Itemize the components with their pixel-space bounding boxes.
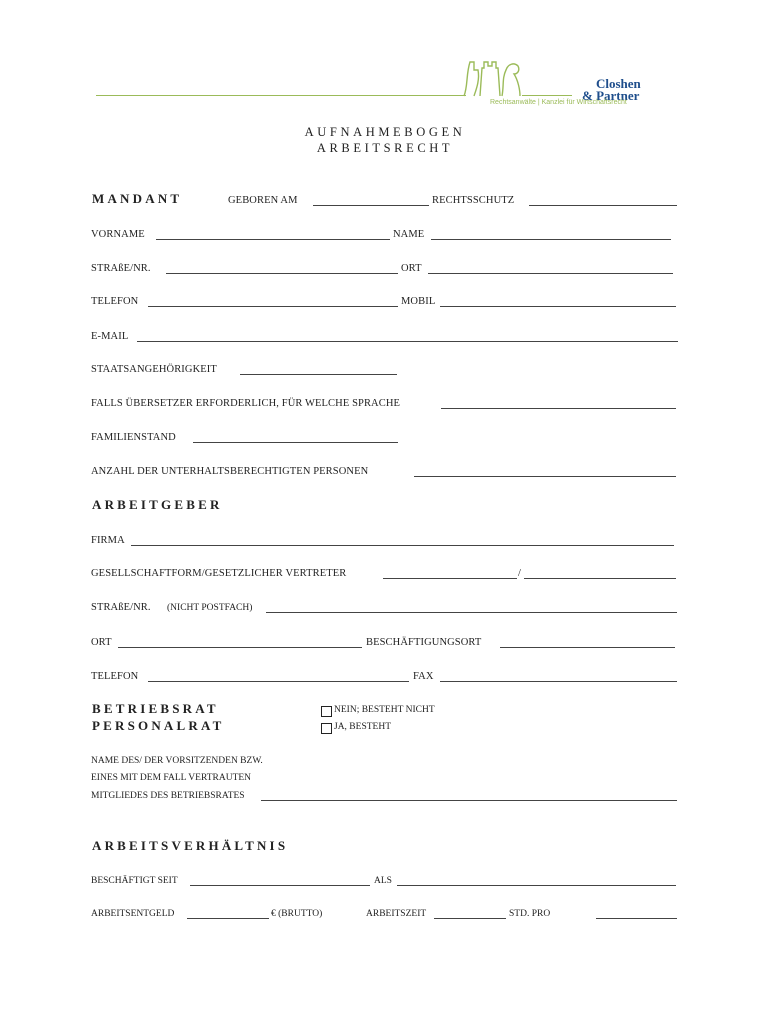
section-mandant: MANDANT — [92, 191, 183, 206]
name-label: NAME — [393, 229, 425, 240]
logo-name-2: & Partner — [582, 88, 640, 103]
beschaeftigungsort-field[interactable] — [500, 647, 675, 648]
vorsitz-label-line3: MITGLIEDES DES BETRIEBSRATES — [91, 791, 245, 801]
form-title-line1: AUFNAHMEBOGEN — [304, 125, 466, 139]
std-pro-label: STD. PRO — [509, 909, 551, 919]
section-arbeitgeber: ARBEITGEBER — [92, 497, 223, 512]
std-pro-field[interactable] — [596, 918, 677, 919]
arbeitsentgeld-label: ARBEITSENTGELD — [91, 909, 175, 919]
vorsitz-field[interactable] — [261, 800, 677, 801]
staatsangehoerigkeit-field[interactable] — [240, 374, 397, 375]
logo-name-1: Closhen — [596, 76, 641, 91]
strasse-label: STRAßE/NR. — [91, 263, 151, 274]
fax-field[interactable] — [440, 681, 677, 682]
checkbox-ja[interactable] — [321, 723, 332, 734]
gesellschaftsform-slash: / — [518, 568, 522, 579]
email-field[interactable] — [137, 341, 678, 342]
familienstand-label: FAMILIENSTAND — [91, 432, 176, 443]
gesellschaftsform-label: GESELLSCHAFTFORM/GESETZLICHER VERTRETER — [91, 568, 347, 579]
ort-label: ORT — [401, 263, 422, 274]
geboren-am-label: GEBOREN AM — [228, 195, 298, 206]
ag-strasse-label: STRAßE/NR. — [91, 602, 151, 613]
ag-ort-label: ORT — [91, 637, 112, 648]
uebersetzer-label: FALLS ÜBERSETZER ERFORDERLICH, FÜR WELCHE SPRACHE — [91, 398, 401, 409]
unterhalt-label: ANZAHL DER UNTERHALTSBERECHTIGTEN PERSONEN — [91, 466, 369, 477]
option-ja-label: JA, BESTEHT — [334, 722, 391, 732]
rechtsschutz-label: RECHTSSCHUTZ — [432, 195, 515, 206]
strasse-field[interactable] — [166, 273, 398, 274]
logo-tagline: Rechtsanwälte | Kanzlei für Wirtschaftsrecht — [490, 99, 627, 106]
vorname-label: VORNAME — [91, 229, 145, 240]
email-label: E-MAIL — [91, 331, 129, 342]
arbeitszeit-label: ARBEITSZEIT — [366, 909, 427, 919]
telefon-label: TELEFON — [91, 296, 139, 307]
mobil-field[interactable] — [440, 306, 676, 307]
gesellschaftsform-field[interactable] — [383, 578, 517, 579]
brutto-label: € (BRUTTO) — [271, 909, 323, 919]
arbeitszeit-field[interactable] — [434, 918, 506, 919]
als-label: ALS — [374, 876, 392, 886]
als-field[interactable] — [397, 885, 676, 886]
name-field[interactable] — [431, 239, 671, 240]
ag-telefon-field[interactable] — [148, 681, 409, 682]
beschaeftigt-seit-field[interactable] — [190, 885, 370, 886]
ag-strasse-field[interactable] — [266, 612, 677, 613]
staatsangehoerigkeit-label: STAATSANGEHÖRIGKEIT — [91, 364, 217, 375]
firma-field[interactable] — [131, 545, 674, 546]
mobil-label: MOBIL — [401, 296, 436, 307]
vorsitz-label-line1: NAME DES/ DER VORSITZENDEN BZW. — [91, 756, 263, 766]
arbeitsentgeld-field[interactable] — [187, 918, 269, 919]
castle-logo-icon — [462, 56, 524, 100]
beschaeftigungsort-label: BESCHÄFTIGUNGSORT — [366, 637, 482, 648]
ag-strasse-note: (NICHT POSTFACH) — [167, 603, 253, 613]
option-nein-label: NEIN; BESTEHT NICHT — [334, 705, 435, 715]
header-rule — [96, 95, 466, 96]
header-rule-right — [522, 95, 572, 96]
ag-ort-field[interactable] — [118, 647, 362, 648]
beschaeftigt-seit-label: BESCHÄFTIGT SEIT — [91, 876, 178, 886]
telefon-field[interactable] — [148, 306, 398, 307]
section-personalrat: PERSONALRAT — [92, 718, 225, 733]
rechtsschutz-field[interactable] — [529, 205, 677, 206]
geboren-am-field[interactable] — [313, 205, 429, 206]
fax-label: FAX — [413, 671, 434, 682]
vorsitz-label-line2: EINES MIT DEM FALL VERTRAUTEN — [91, 773, 252, 783]
vorname-field[interactable] — [156, 239, 390, 240]
section-betriebsrat: BETRIEBSRAT — [92, 701, 219, 716]
familienstand-field[interactable] — [193, 442, 398, 443]
ag-telefon-label: TELEFON — [91, 671, 139, 682]
firma-label: FIRMA — [91, 535, 125, 546]
ort-field[interactable] — [428, 273, 673, 274]
uebersetzer-field[interactable] — [441, 408, 676, 409]
vertreter-field[interactable] — [524, 578, 676, 579]
checkbox-nein[interactable] — [321, 706, 332, 717]
section-arbeitsverhaeltnis: ARBEITSVERHÄLTNIS — [92, 838, 289, 853]
unterhalt-field[interactable] — [414, 476, 676, 477]
form-title-line2: ARBEITSRECHT — [316, 141, 454, 155]
